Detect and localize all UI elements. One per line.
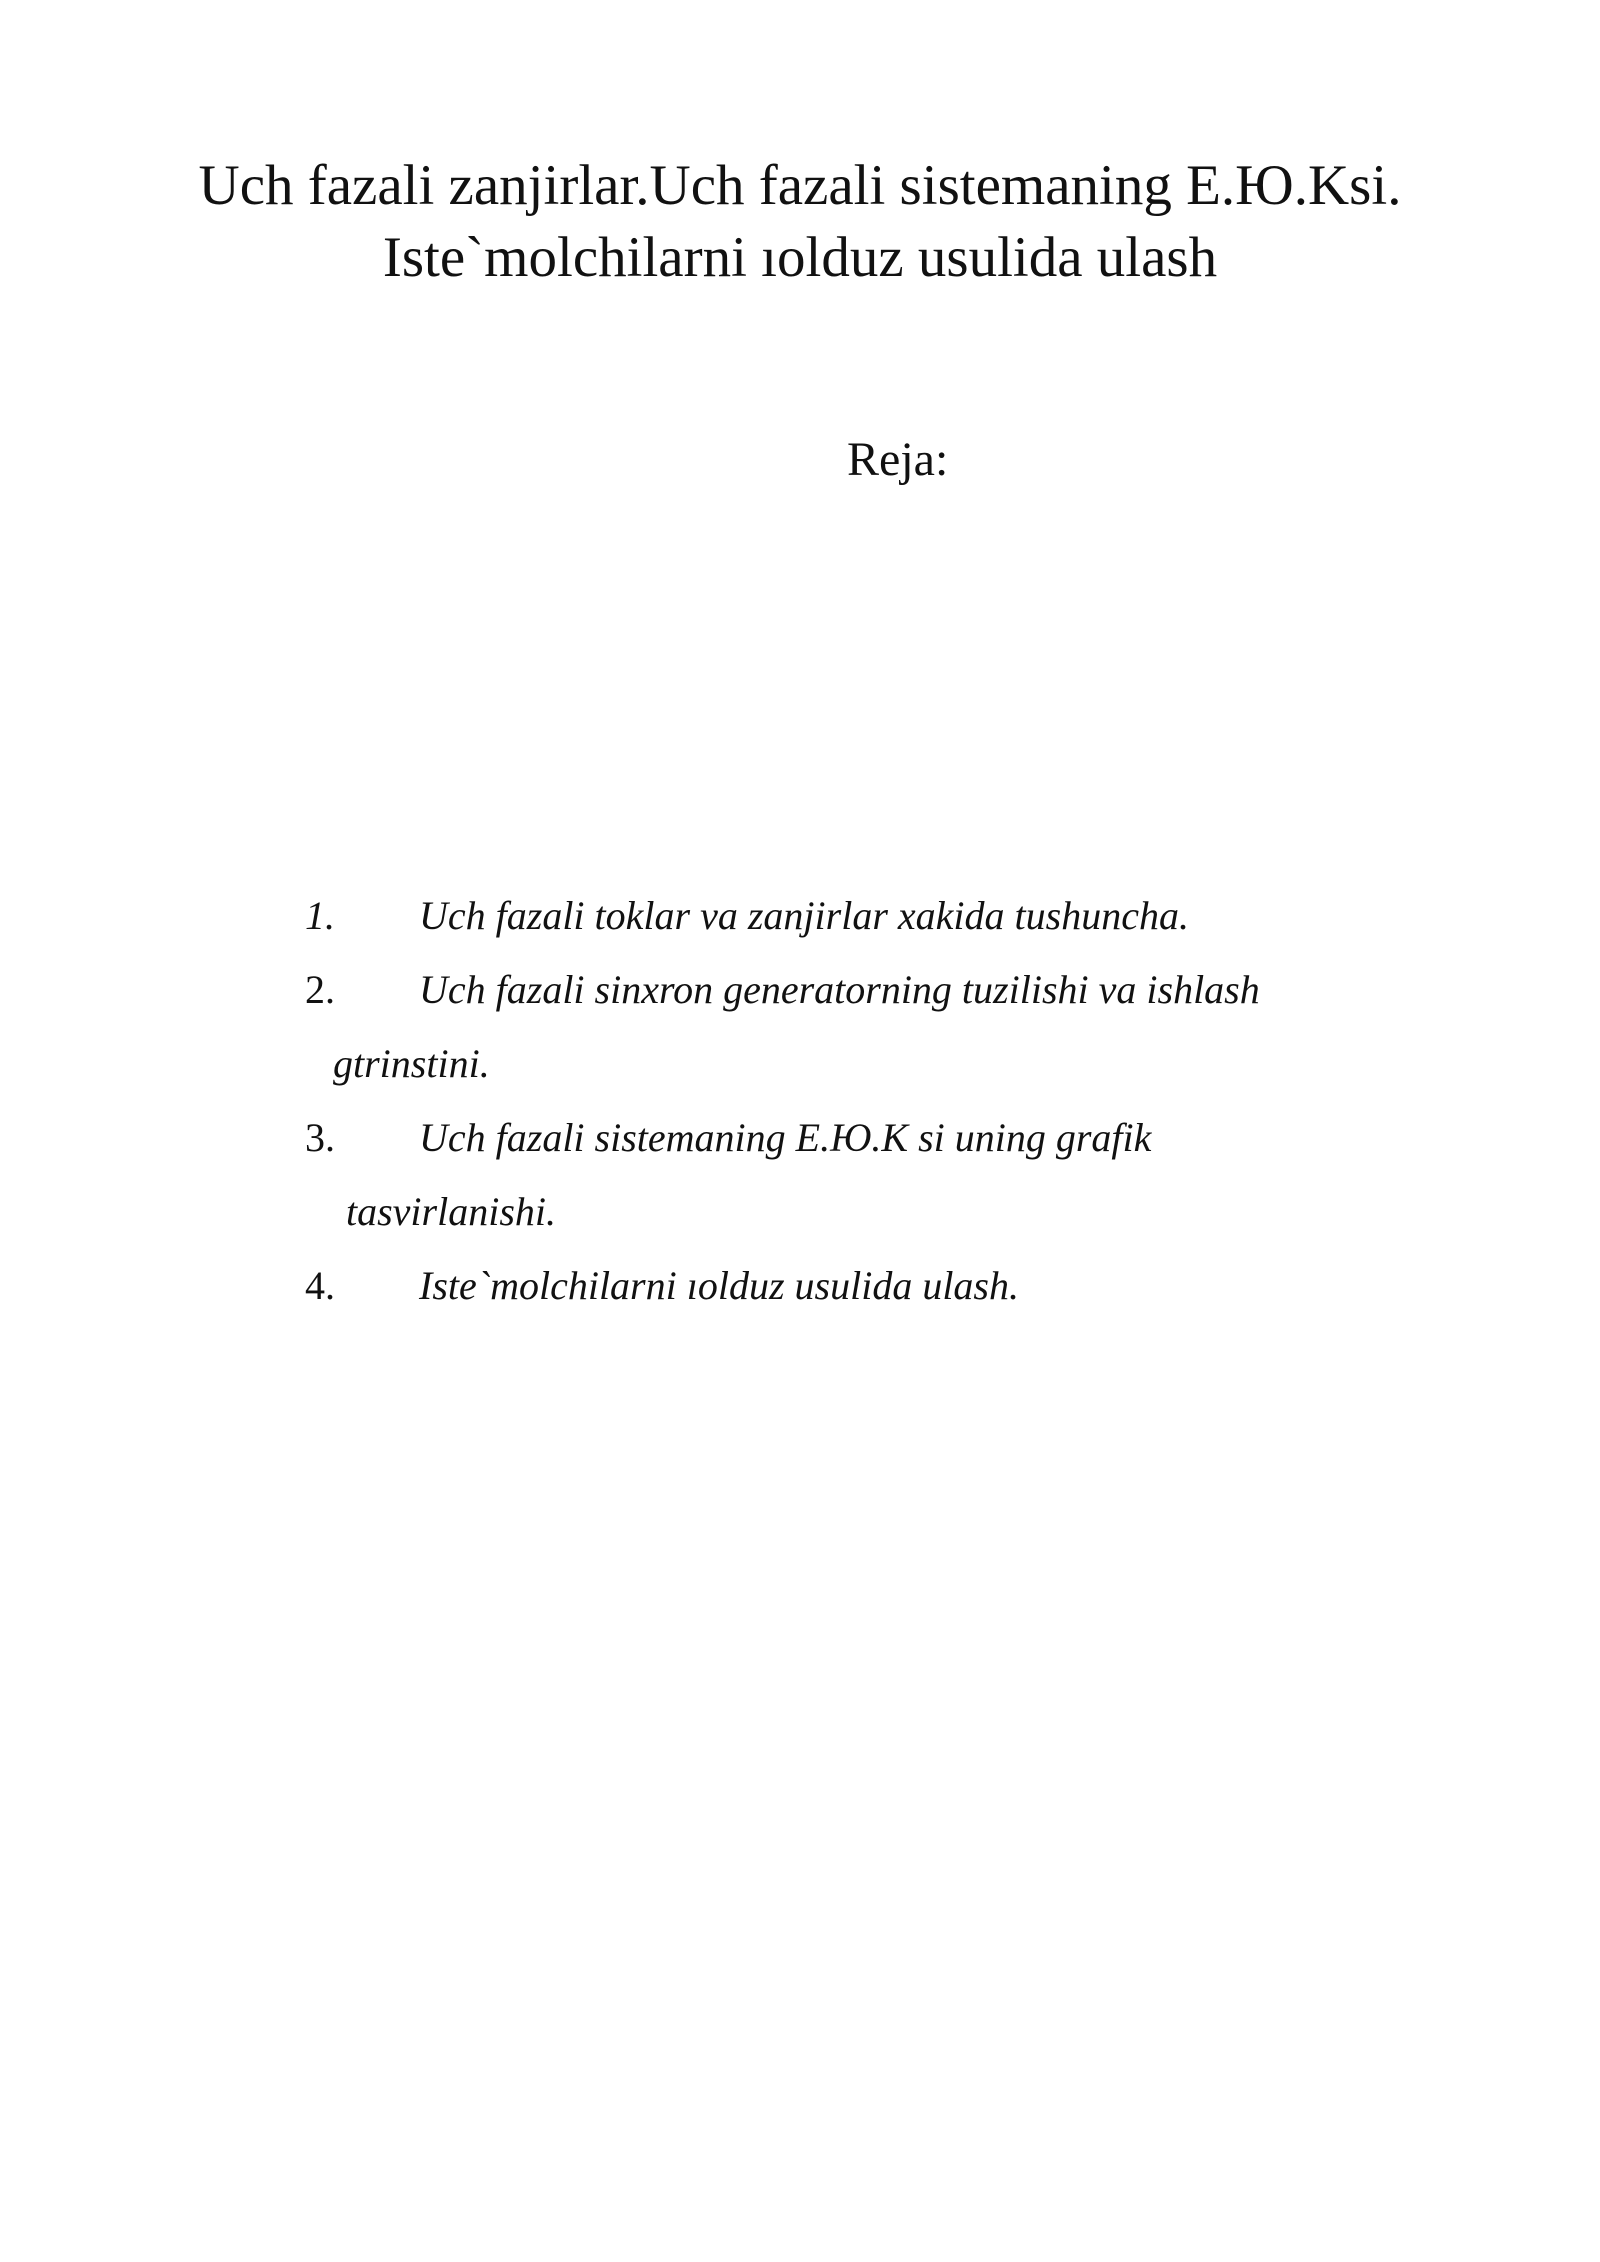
title-line-2: Iste`molchilarni ıolduz usulida ulash (382, 226, 1218, 289)
plan-item-number: 3. (305, 1115, 335, 1160)
plan-heading: Reja: (847, 433, 949, 486)
plan-item-number: 4. (305, 1263, 335, 1308)
plan-item-text: Uch fazali sinxron generatorning tuzilishi va ishlash (419, 967, 1260, 1012)
plan-item-text: Iste`molchilarni ıolduz usulida ulash. (419, 1263, 1019, 1308)
plan-item-continuation: gtrinstini. (333, 1041, 490, 1086)
plan-item-number: 1. (305, 893, 335, 938)
plan-item-continuation: tasvirlanishi. (346, 1189, 557, 1234)
plan-item-text: Uch fazali toklar va zanjirlar xakida tushuncha. (419, 893, 1189, 938)
plan-item-text: Uch fazali sistemaning E.Ю.K si uning grafik (419, 1115, 1152, 1160)
title-line-1: Uch fazali zanjirlar.Uch fazali sistemaning E.Ю.Ksi. (198, 154, 1402, 217)
plan-item-number: 2. (305, 967, 335, 1012)
